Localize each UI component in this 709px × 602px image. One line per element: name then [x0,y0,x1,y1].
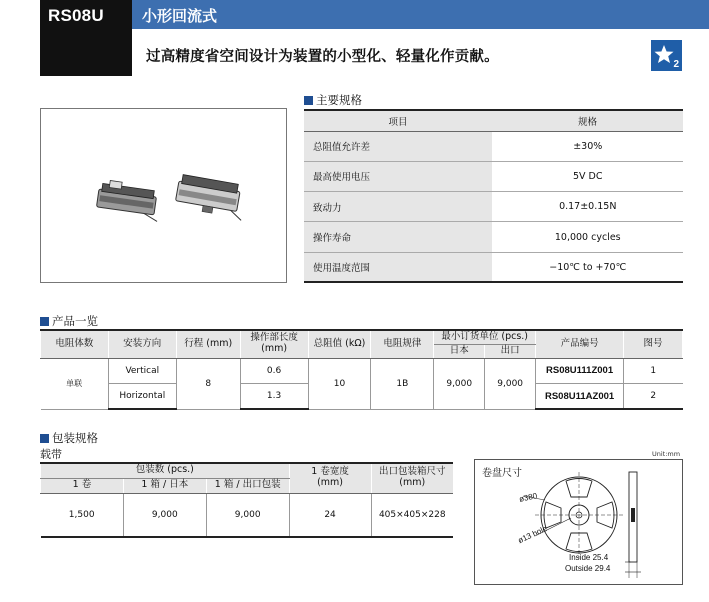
cell-taper: 1B [371,358,434,409]
header-taper: 电阻规律 [371,330,434,358]
spec-label: 致动力 [304,192,492,222]
cell-box-export: 9,000 [206,493,289,537]
hub-hole-label: ø13 hole [516,523,549,546]
cell-reel: 1,500 [41,493,124,537]
category-bar [132,0,709,29]
cell-count: 单联 [41,358,109,409]
header-reel-width: 1 卷宽度 (mm) [289,463,371,493]
table-row [304,192,683,222]
reel-title: 卷盘尺寸 [482,468,522,479]
section-marker [304,96,313,105]
header-min-order: 最小订货单位 (pcs.) [434,330,536,344]
reel-dimension-panel [474,459,683,585]
header-box-japan: 1 箱 / 日本 [123,478,206,493]
header-count: 电阻体数 [41,330,109,358]
cell-reel-width: 24 [289,493,371,537]
products-table [40,329,683,410]
cell-travel: 8 [176,358,240,409]
spec-label: 操作寿命 [304,222,492,252]
section-marker [40,434,49,443]
specs-header-spec: 规格 [492,110,683,131]
model-label-block [40,0,132,76]
header-lever-length: 操作部长度 (mm) [240,330,308,358]
switch-illustration [41,109,286,282]
spec-value: 0.17±0.15N [492,192,683,222]
cell-export: 9,000 [485,358,536,409]
cell-japan: 9,000 [434,358,485,409]
cell-part-number: RS08U11AZ001 [536,384,624,410]
header-box-export: 1 箱 / 出口包装 [206,478,289,493]
cell-drawing: 2 [624,384,683,410]
products-section-title: 产品一览 [40,313,98,329]
spec-value: ±30% [492,131,683,161]
specs-section-title: 主要规格 [304,92,362,108]
table-row [41,493,454,537]
product-photo [40,108,287,283]
unit-label: Unit:mm [652,450,681,458]
reel-diameter-label: ø380 [518,491,538,504]
spec-label: 使用温度范围 [304,252,492,282]
cell-lever-length: 0.6 [240,358,308,384]
cell-box-japan: 9,000 [123,493,206,537]
spec-label: 最高使用电压 [304,161,492,191]
badge-number: 2 [673,59,679,70]
model-name: RS08U [48,6,104,25]
specs-table [304,109,683,283]
cell-resistance: 10 [308,358,371,409]
cell-part-number: RS08U111Z001 [536,358,624,384]
table-row [304,131,683,161]
section-marker [40,317,49,326]
header-part-number: 产品编号 [536,330,624,358]
header-japan: 日本 [434,344,485,358]
cell-lever-length: 1.3 [240,384,308,410]
category-title: 小形回流式 [142,7,218,25]
packaging-section-title: 包装规格 [40,430,98,446]
header-direction: 安装方向 [108,330,176,358]
spec-value: −10℃ to +70℃ [492,252,683,282]
cell-drawing: 1 [624,358,683,384]
spec-value: 10,000 cycles [492,222,683,252]
page-tagline: 过高精度省空间设计为装置的小型化、轻量化作贡献。 [146,49,499,65]
cell-box-size: 405×405×228 [371,493,453,537]
header-drawing: 图号 [624,330,683,358]
header-resistance: 总阻值 (kΩ) [308,330,371,358]
spec-label: 总阻值允许差 [304,131,492,161]
table-row [304,252,683,282]
table-row [304,161,683,191]
cell-direction: Horizontal [108,384,176,410]
header-qty: 包装数 (pcs.) [41,463,290,478]
specs-header-item: 项目 [304,110,492,131]
inside-width-label: Inside 25.4 [569,553,609,562]
table-row [304,222,683,252]
packaging-table [40,462,453,538]
spec-value: 5V DC [492,161,683,191]
outside-width-label: Outside 29.4 [565,564,611,573]
packaging-type: 载带 [40,448,62,461]
cell-direction: Vertical [108,358,176,384]
header-travel: 行程 (mm) [176,330,240,358]
header-box-size: 出口包装箱尺寸 (mm) [371,463,453,493]
star-rating-badge [651,40,682,71]
table-row [41,358,683,384]
header-reel: 1 卷 [41,478,124,493]
header-export: 出口 [485,344,536,358]
